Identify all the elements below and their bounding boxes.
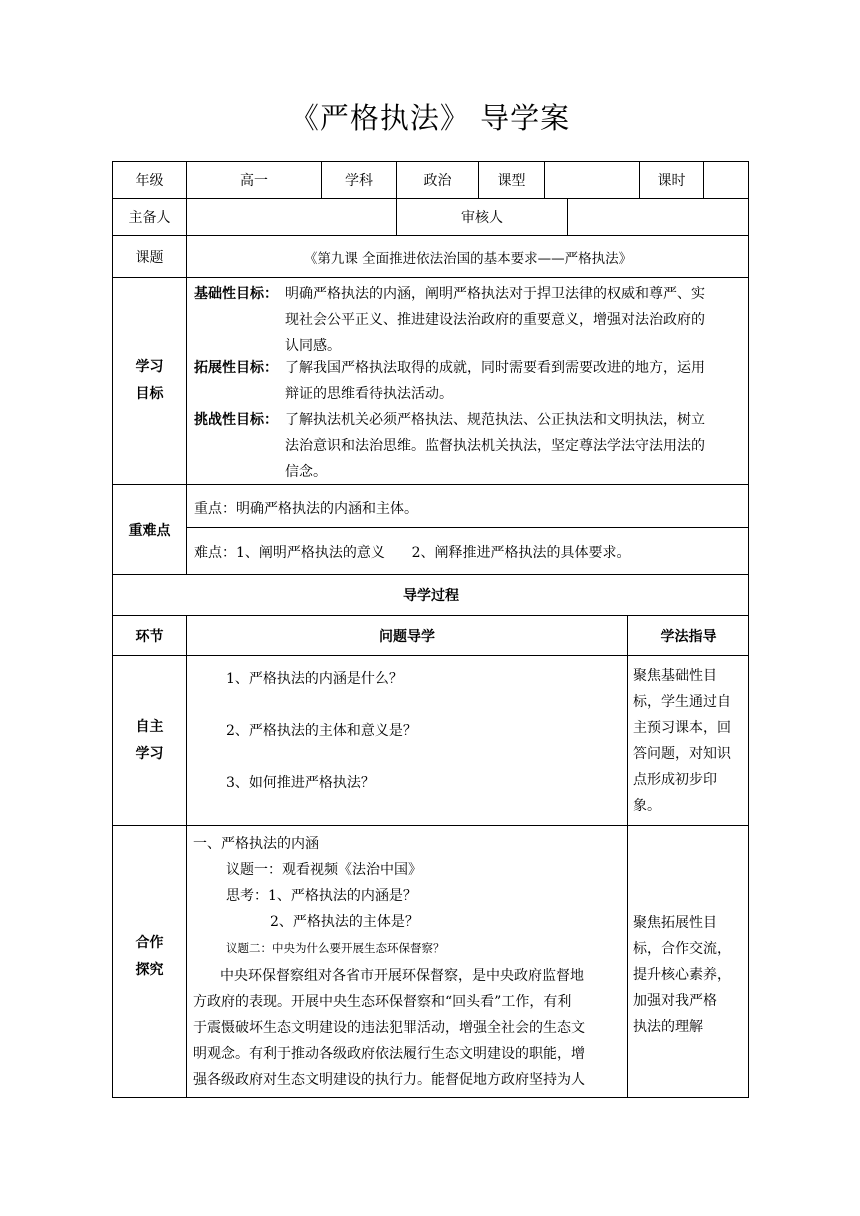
topic-label: 课题 xyxy=(135,249,164,266)
basic-goal-label: 基础性目标： xyxy=(194,286,278,302)
challenge-goal-line1: 了解执法机关必须严格执法、规范执法、公正执法和文明执法，树立 xyxy=(285,412,705,428)
paragraph-line: 强各级政府对生态文明建设的执行力。能督促地方政府坚持为人 xyxy=(193,1072,585,1088)
cooperate-method-line: 标，合作交流， xyxy=(633,941,731,957)
subject-value-cell xyxy=(396,161,478,198)
paragraph-line: 方政府的表现。开展中央生态环保督察和“回头看”工作，有利 xyxy=(193,994,572,1010)
self-study-method-line: 聚焦基础性目 xyxy=(633,668,717,684)
think-two: 2、严格执法的主体是？ xyxy=(270,914,419,930)
subject-label-cell xyxy=(321,161,396,198)
subject-label: 学科 xyxy=(345,173,373,189)
self-study-q3: 3、如何推进严格执法？ xyxy=(226,775,375,791)
cooperate-label-line2: 探究 xyxy=(135,962,164,978)
topic-label-cell xyxy=(112,235,186,277)
grade-value: 高一 xyxy=(240,173,268,189)
topic-one: 议题一：观看视频《法治中国》 xyxy=(226,862,422,878)
cooperate-label-line1: 合作 xyxy=(135,935,164,951)
basic-goal-line2: 现社会公平正义、推进建设法治政府的重要意义，增强对法治政府的 xyxy=(285,312,705,328)
period-label: 课时 xyxy=(657,173,686,189)
question-header-cell xyxy=(186,615,627,655)
challenge-goal-line3: 信念。 xyxy=(285,464,327,480)
question-header: 问题导学 xyxy=(379,628,435,645)
preparer-value-cell xyxy=(186,198,396,235)
type-label: 课型 xyxy=(497,173,526,189)
self-study-method-line: 答问题，对知识 xyxy=(633,746,731,762)
self-study-method-line: 主预习课本，回 xyxy=(633,720,731,736)
basic-goal-line3: 认同感。 xyxy=(285,338,341,354)
self-study-q2: 2、严格执法的主体和意义是？ xyxy=(226,723,417,739)
think-one: 思考：1、严格执法的内涵是？ xyxy=(226,888,417,904)
grade-label: 年级 xyxy=(135,173,164,189)
cooperate-method-line: 聚焦拓展性目 xyxy=(633,915,717,931)
page-title: 《严格执法》 导学案 xyxy=(289,101,571,135)
extension-goal-line2: 辩证的思维看待执法活动。 xyxy=(285,386,453,402)
preparer-label: 主备人 xyxy=(128,210,171,226)
reviewer-label: 审核人 xyxy=(461,210,503,226)
self-study-q1: 1、严格执法的内涵是什么？ xyxy=(226,671,403,687)
cooperate-method-line: 提升核心素养， xyxy=(633,967,731,983)
self-study-method-line: 象。 xyxy=(633,798,661,814)
extension-goal-line1: 了解我国严格执法取得的成就，同时需要看到需要改进的地方，运用 xyxy=(285,360,705,376)
self-study-label-cell xyxy=(112,655,186,825)
section-heading: 一、严格执法的内涵 xyxy=(193,836,319,852)
key-point: 重点：明确严格执法的内涵和主体。 xyxy=(194,501,418,517)
difficult-point: 难点：1、阐明严格执法的意义 2、阐释推进严格执法的具体要求。 xyxy=(194,545,631,561)
type-value-cell xyxy=(544,161,639,198)
topic-value: 《第九课 全面推进依法治国的基本要求——严格执法》 xyxy=(303,250,633,267)
self-study-label-line2: 学习 xyxy=(135,745,164,762)
key-points-label-cell xyxy=(112,484,186,574)
self-study-method xyxy=(633,663,743,819)
type-label-cell xyxy=(478,161,544,198)
stage-header-cell xyxy=(112,615,186,655)
challenge-goal-label: 挑战性目标： xyxy=(194,412,278,428)
self-study-method-line: 标，学生通过自 xyxy=(633,694,731,710)
difficult-point-cell xyxy=(186,527,749,574)
paragraph-line: 于震慑破坏生态文明建设的违法犯罪活动，增强全社会的生态文 xyxy=(193,1020,585,1036)
cooperate-method-line: 执法的理解 xyxy=(633,1019,703,1035)
paragraph-line: 明观念。有利于推动各级政府依法履行生态文明建设的职能，增 xyxy=(193,1046,585,1062)
reviewer-value-cell xyxy=(567,198,749,235)
topic-value-cell xyxy=(186,235,749,277)
process-heading-cell xyxy=(112,574,749,615)
reviewer-label-cell xyxy=(396,198,567,235)
self-study-method-line: 点形成初步印 xyxy=(633,772,717,788)
goals-label-line1: 学习 xyxy=(135,359,164,375)
method-header-cell xyxy=(627,615,749,655)
cooperate-method xyxy=(633,910,743,1040)
period-label-cell xyxy=(639,161,703,198)
preparer-label-cell xyxy=(112,198,186,235)
cooperate-label-cell xyxy=(112,825,186,1098)
key-points-label: 重难点 xyxy=(128,522,171,539)
grade-label-cell xyxy=(112,161,186,198)
topic-two: 议题二：中央为什么要开展生态环保督察？ xyxy=(226,941,445,955)
extension-goal-label: 拓展性目标： xyxy=(194,360,278,376)
topic-two-paragraph xyxy=(193,963,621,1093)
cooperate-method-line: 加强对我严格 xyxy=(633,993,717,1009)
subject-value: 政治 xyxy=(423,173,452,189)
period-value-cell xyxy=(703,161,749,198)
key-point-cell xyxy=(186,484,749,527)
paragraph-line: 中央环保督察组对各省市开展环保督察，是中央政府监督地 xyxy=(220,968,584,984)
goals-label-line2: 目标 xyxy=(135,386,164,402)
goals-label-cell xyxy=(112,277,186,484)
basic-goal-line1: 明确严格执法的内涵，阐明严格执法对于捍卫法律的权威和尊严、实 xyxy=(285,286,705,302)
grade-value-cell xyxy=(186,161,321,198)
method-header: 学法指导 xyxy=(660,628,717,645)
process-heading: 导学过程 xyxy=(403,588,459,604)
challenge-goal-line2: 法治意识和法治思维。监督执法机关执法，坚定尊法学法守法用法的 xyxy=(285,438,705,454)
stage-header: 环节 xyxy=(135,628,164,645)
self-study-label-line1: 自主 xyxy=(135,718,164,735)
